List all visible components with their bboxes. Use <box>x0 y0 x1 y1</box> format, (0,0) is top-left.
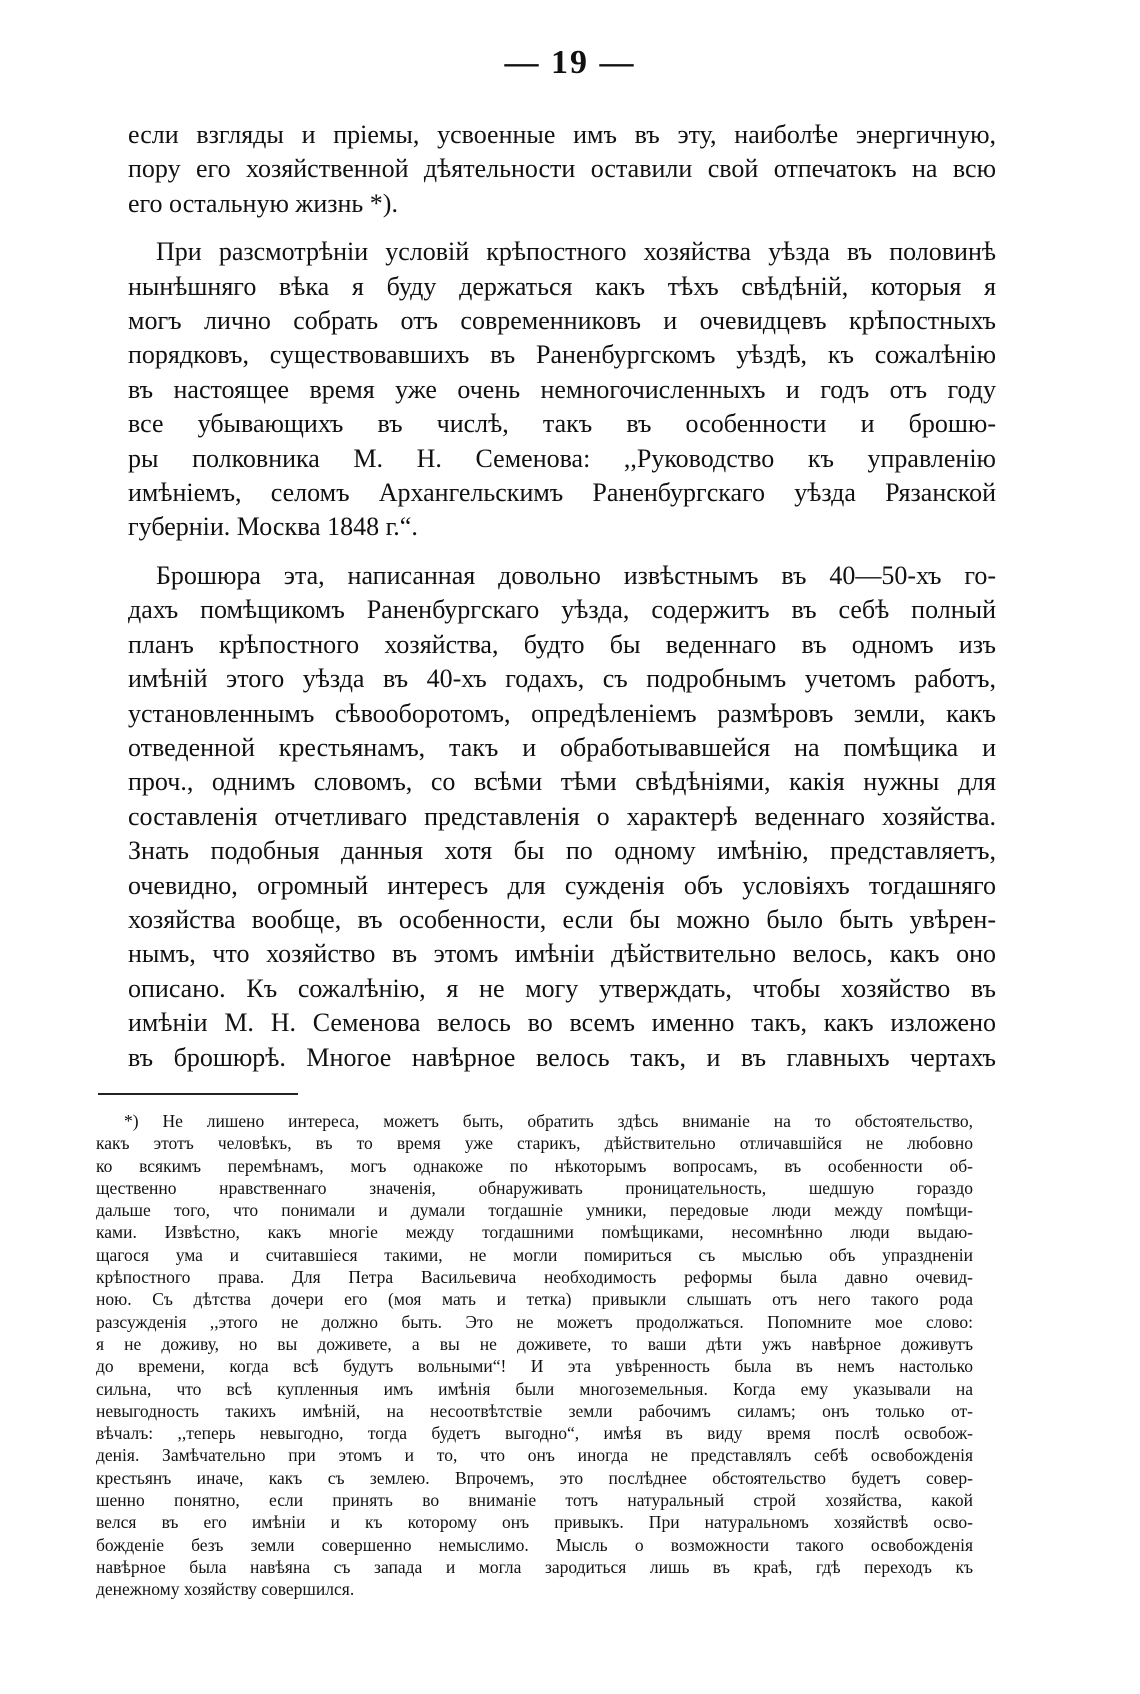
page-number: — 19 — <box>504 44 636 81</box>
text-line: нынѣшняго вѣка я буду держаться какъ тѣхъ свѣдѣній, которыя я <box>128 271 996 301</box>
footnote-line: до времени, когда всѣ будутъ вольными“! И эта увѣренность была въ немъ настолько <box>96 1356 973 1377</box>
footnote-line: щагося ума и считавшіеся такими, не могли помириться съ мыслью объ упраздненіи <box>96 1244 973 1265</box>
text-line: нымъ, что хозяйство въ этомъ имѣніи дѣйствительно велось, какъ оно <box>128 939 996 969</box>
text-line: планъ крѣпостного хозяйства, будто бы веденнаго въ одномъ изъ <box>128 629 996 659</box>
footnote-line: крѣпостного права. Для Петра Васильевича необходимость реформы была давно очевид- <box>96 1267 973 1288</box>
text-line: порядковъ, существовавшихъ въ Раненбургскомъ уѣздѣ, къ сожалѣнію <box>128 340 996 370</box>
paragraph-1 <box>128 118 996 221</box>
text-line: дахъ помѣщикомъ Раненбургскаго уѣзда, содержитъ въ себѣ полный <box>128 595 996 625</box>
text-line: могъ лично собрать отъ современниковъ и очевидцевъ крѣпостныхъ <box>128 306 996 336</box>
footnote-line: навѣрное была навѣяна съ запада и могла зародиться лишь въ краѣ, гдѣ переходъ къ <box>96 1556 973 1577</box>
text-line: Брошюра эта, написанная довольно извѣстнымъ въ 40—50-хъ го- <box>156 560 996 590</box>
footnote-line: божденіе безъ земли совершенно немыслимо. Мысль о возможности такого освобожденія <box>96 1534 973 1555</box>
text-line: пору его хозяйственной дѣятельности оставили свой отпечатокъ на всю <box>128 154 996 184</box>
text-line: Знать подобныя данныя хотя бы по одному имѣнію, представляетъ, <box>128 836 996 866</box>
text-line: описано. Къ сожалѣнію, я не могу утверждать, чтобы хозяйство въ <box>128 973 996 1003</box>
text-line: все убывающихъ въ числѣ, такъ въ особенности и брошю- <box>128 409 996 439</box>
footnote-line: велся въ его имѣніи и къ которому онъ привыкъ. При натуральномъ хозяйствѣ осво- <box>96 1512 973 1533</box>
text-line: ры полковника М. Н. Семенова: ,,Руководство къ управленію <box>128 443 996 473</box>
text-line: проч., однимъ словомъ, со всѣми тѣми свѣдѣніями, какія нужны для <box>128 767 996 797</box>
footnote-line: *) Не лишено интереса, можетъ быть, обратить здѣсь вниманіе на то обстоятельство, <box>124 1111 973 1131</box>
text-line: въ брошюрѣ. Многое навѣрное велось такъ, и въ главныхъ чертахъ <box>128 1042 996 1072</box>
footnote <box>96 1110 973 1601</box>
footnote-line: денія. Замѣчательно при этомъ и то, что онъ иногда не представлялъ себѣ освобожденія <box>96 1445 973 1466</box>
text-line: имѣній этого уѣзда въ 40-хъ годахъ, съ подробнымъ учетомъ работъ, <box>128 664 996 694</box>
text-line: имѣніи М. Н. Семенова велось во всемъ именно такъ, какъ изложено <box>128 1008 996 1038</box>
footnote-line: какъ этотъ человѣкъ, въ то время уже старикъ, дѣйствительно отличавшійся не любовно <box>96 1133 973 1154</box>
footnote-line: шенно понятно, если принять во вниманіе тотъ натуральный строй хозяйства, какой <box>96 1490 973 1511</box>
footnote-line: ною. Съ дѣтства дочери его (моя мать и тетка) привыкли слышать отъ него такого рода <box>96 1289 973 1310</box>
body-text <box>128 118 996 1089</box>
footnote-line: дальше того, что понимали и думали тогдашніе умники, передовые люди между помѣщи- <box>96 1200 973 1221</box>
paragraph-2 <box>128 235 996 545</box>
text-line: составленія отчетливаго представленія о характерѣ веденнаго хозяйства. <box>128 801 996 831</box>
footnote-line: я не доживу, но вы доживете, а вы не доживете, то ваши дѣти ужъ навѣрное доживутъ <box>96 1333 973 1354</box>
text-line: При разсмотрѣніи условій крѣпостного хозяйства уѣзда въ половинѣ <box>156 237 996 267</box>
text-line: хозяйства вообще, въ особенности, если бы можно было быть увѣрен- <box>128 904 996 934</box>
text-line: отведенной крестьянамъ, такъ и обработывавшейся на помѣщика и <box>128 732 996 762</box>
paragraph-3 <box>128 559 996 1075</box>
text-line: если взгляды и пріемы, усвоенные имъ въ эту, наиболѣе энергичную, <box>128 120 996 149</box>
footnote-line: сильна, что всѣ купленныя имъ имѣнія были многоземельныя. Когда ему указывали на <box>96 1378 973 1399</box>
footnote-line: ко всякимъ перемѣнамъ, могъ однакоже по нѣкоторымъ вопросамъ, въ особенности об- <box>96 1155 973 1176</box>
text-line: губерніи. Москва 1848 г.“. <box>128 512 418 542</box>
footnote-line: разсужденія ,,этого не должно быть. Это не можетъ продолжаться. Попомните мое слово: <box>96 1311 973 1332</box>
text-line: установленнымъ сѣвооборотомъ, опредѣленіемъ размѣровъ земли, какъ <box>128 698 996 728</box>
footnote-line: щественно нравственнаго значенія, обнаруживать проницательность, шедшую гораздо <box>96 1177 973 1198</box>
text-line: въ настоящее время уже очень немногочисленныхъ и годъ отъ году <box>128 374 996 404</box>
text-line: его остальную жизнь *). <box>128 188 398 218</box>
footnote-line: невыгодность такихъ имѣній, на несоотвѣтствіе земли рабочимъ силамъ; онъ только от- <box>96 1400 973 1421</box>
footnote-line: крестьянъ иначе, какъ съ землею. Впрочемъ, это послѣднее обстоятельство будетъ совер- <box>96 1467 973 1488</box>
footnote-line: вѣчалъ: ,,теперь невыгодно, тогда будетъ выгодно“, имѣя въ виду время послѣ освобож- <box>96 1423 973 1444</box>
text-line: очевидно, огромный интересъ для сужденія объ условіяхъ тогдашняго <box>128 870 996 900</box>
footnote-line: денежному хозяйству совершился. <box>96 1579 355 1600</box>
footnote-line: ками. Извѣстно, какъ многіе между тогдашними помѣщиками, несомнѣнно люди выдаю- <box>96 1222 973 1243</box>
text-line: имѣніемъ, селомъ Архангельскимъ Раненбургскаго уѣзда Рязанской <box>128 478 996 508</box>
footnote-divider <box>98 1093 298 1095</box>
